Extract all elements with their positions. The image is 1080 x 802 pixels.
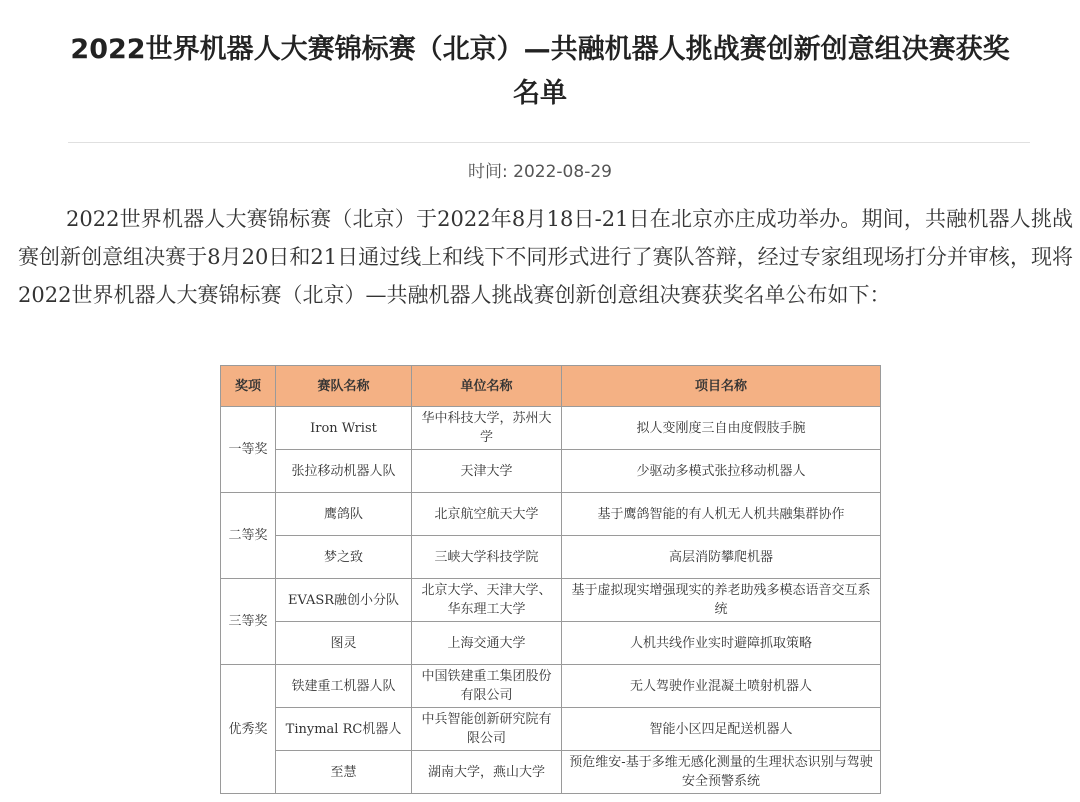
team-cell: 图灵	[276, 622, 412, 665]
table-row	[221, 665, 881, 708]
table-row	[221, 708, 881, 751]
team-cell: 鹰鸽队	[276, 493, 412, 536]
table-row	[221, 622, 881, 665]
header-unit: 单位名称	[412, 366, 562, 407]
project-cell: 少驱动多模式张拉移动机器人	[562, 450, 881, 493]
project-cell: 无人驾驶作业混凝土喷射机器人	[562, 665, 881, 708]
team-cell: Iron Wrist	[276, 407, 412, 450]
project-cell: 拟人变刚度三自由度假肢手腕	[562, 407, 881, 450]
unit-cell: 中国铁建重工集团股份有限公司	[412, 665, 562, 708]
table-header-row	[221, 366, 881, 407]
unit-cell: 上海交通大学	[412, 622, 562, 665]
table-row	[221, 751, 881, 794]
project-cell: 高层消防攀爬机器	[562, 536, 881, 579]
team-cell: EVASR融创小分队	[276, 579, 412, 622]
header-prize: 奖项	[221, 366, 276, 407]
table-row	[221, 450, 881, 493]
title-divider	[68, 142, 1030, 143]
table-row	[221, 536, 881, 579]
project-cell: 人机共线作业实时避障抓取策略	[562, 622, 881, 665]
unit-cell: 天津大学	[412, 450, 562, 493]
project-cell: 智能小区四足配送机器人	[562, 708, 881, 751]
prize-cell: 三等奖	[221, 579, 276, 665]
table-row	[221, 493, 881, 536]
team-cell: 梦之致	[276, 536, 412, 579]
prize-cell: 优秀奖	[221, 665, 276, 794]
intro-paragraph: 2022世界机器人大赛锦标赛（北京）于2022年8月18日-21日在北京亦庄成功举办。期间，共融机器人挑战赛创新创意组决赛于8月20日和21日通过线上和线下不同形式进行了赛队答辩，经过专家组现场打分并审核，现将2022世界机器人大赛锦标赛（北京）—共融机器人挑战赛创新创意组决赛获奖名单公布如下：	[18, 207, 1073, 307]
project-cell: 基于鹰鸽智能的有人机无人机共融集群协作	[562, 493, 881, 536]
unit-cell: 三峡大学科技学院	[412, 536, 562, 579]
project-cell: 基于虚拟现实增强现实的养老助残多模态语音交互系统	[562, 579, 881, 622]
header-project: 项目名称	[562, 366, 881, 407]
table-row	[221, 579, 881, 622]
team-cell: 至慧	[276, 751, 412, 794]
award-table	[220, 365, 881, 794]
unit-cell: 北京大学、天津大学、华东理工大学	[412, 579, 562, 622]
unit-cell: 湖南大学，燕山大学	[412, 751, 562, 794]
unit-cell: 华中科技大学，苏州大学	[412, 407, 562, 450]
team-cell: 铁建重工机器人队	[276, 665, 412, 708]
unit-cell: 中兵智能创新研究院有限公司	[412, 708, 562, 751]
prize-cell: 一等奖	[221, 407, 276, 493]
team-cell: Tinymal RC机器人	[276, 708, 412, 751]
unit-cell: 北京航空航天大学	[412, 493, 562, 536]
team-cell: 张拉移动机器人队	[276, 450, 412, 493]
project-cell: 预危维安-基于多维无感化测量的生理状态识别与驾驶安全预警系统	[562, 751, 881, 794]
article-title: 2022世界机器人大赛锦标赛（北京）—共融机器人挑战赛创新创意组决赛获奖名单	[70, 34, 1010, 109]
prize-cell: 二等奖	[221, 493, 276, 579]
header-team: 赛队名称	[276, 366, 412, 407]
table-row	[221, 407, 881, 450]
publish-time: 时间: 2022-08-29	[468, 162, 612, 182]
